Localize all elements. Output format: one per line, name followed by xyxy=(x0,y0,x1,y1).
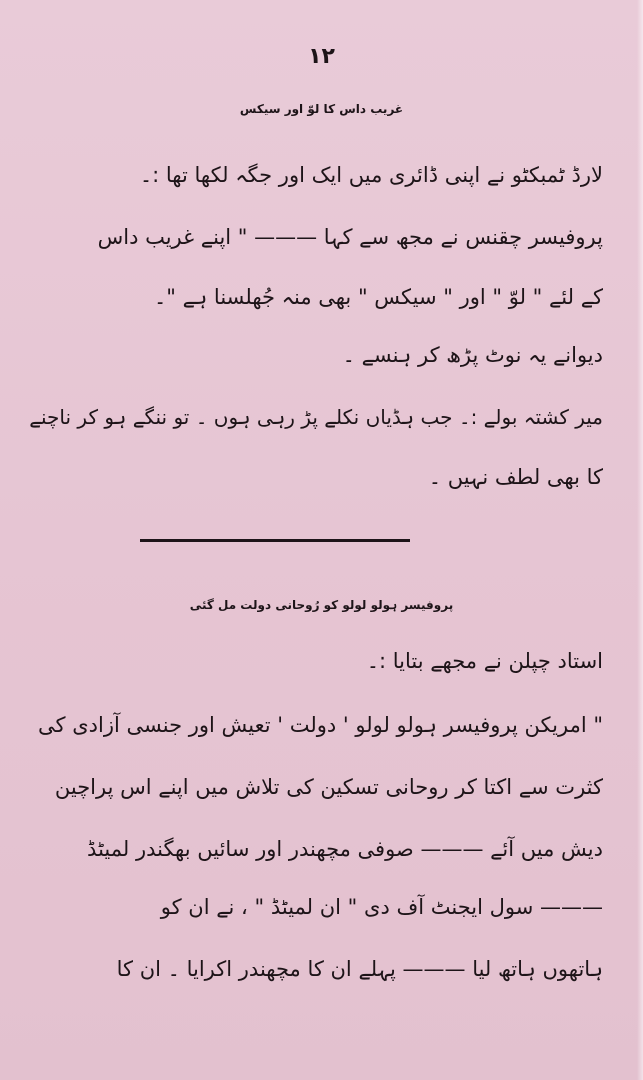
text-line: ——— سول ایجنٹ آف دی " ان لمیٹڈ " ، نے ان کو xyxy=(160,895,603,919)
text-line: ہاتھوں ہاتھ لیا ——— پہلے ان کا مچھندر اکرایا ۔ ان کا xyxy=(116,957,603,981)
text-line: لارڈ ٹمبکٹو نے اپنی ڈائری میں ایک اور جگہ لکھا تھا :۔ xyxy=(139,163,603,187)
section-title: پروفیسر ہولو لولو کو رُوحانی دولت مل گئی xyxy=(189,598,454,612)
text-line: دیش میں آئے ——— صوفی مچھندر اور سائیں بھگندر لمیٹڈ xyxy=(87,837,603,861)
text-line: " امریکن پروفیسر ہولو لولو ' دولت ' تعیش اور جنسی آزادی کی xyxy=(38,713,603,737)
page-number: ۱۲ xyxy=(308,44,335,69)
section-divider xyxy=(140,539,410,542)
text-line: دیوانے یہ نوٹ پڑھ کر ہنسے ۔ xyxy=(342,343,603,367)
text-line: پروفیسر چقنس نے مجھ سے کہا ——— " اپنے غریب داس xyxy=(97,225,603,249)
text-line: استاد چپلن نے مجھے بتایا :۔ xyxy=(366,649,603,673)
text-line: کے لئے " لوّ " اور " سیکس " بھی منہ جُھلسنا ہے "۔ xyxy=(154,285,603,309)
page-edge xyxy=(637,0,643,1080)
section-title: غریب داس کا لوّ اور سیکس xyxy=(239,102,404,116)
text-line: کثرت سے اکتا کر روحانی تسکین کی تلاش میں اپنے اس پراچین xyxy=(54,775,603,799)
text-line: کا بھی لطف نہیں ۔ xyxy=(428,465,603,489)
text-line: میر کشتہ بولے :۔ جب ہڈیاں نکلے پڑ رہی ہوں ۔ تو ننگے ہو کر ناچنے xyxy=(29,405,603,429)
